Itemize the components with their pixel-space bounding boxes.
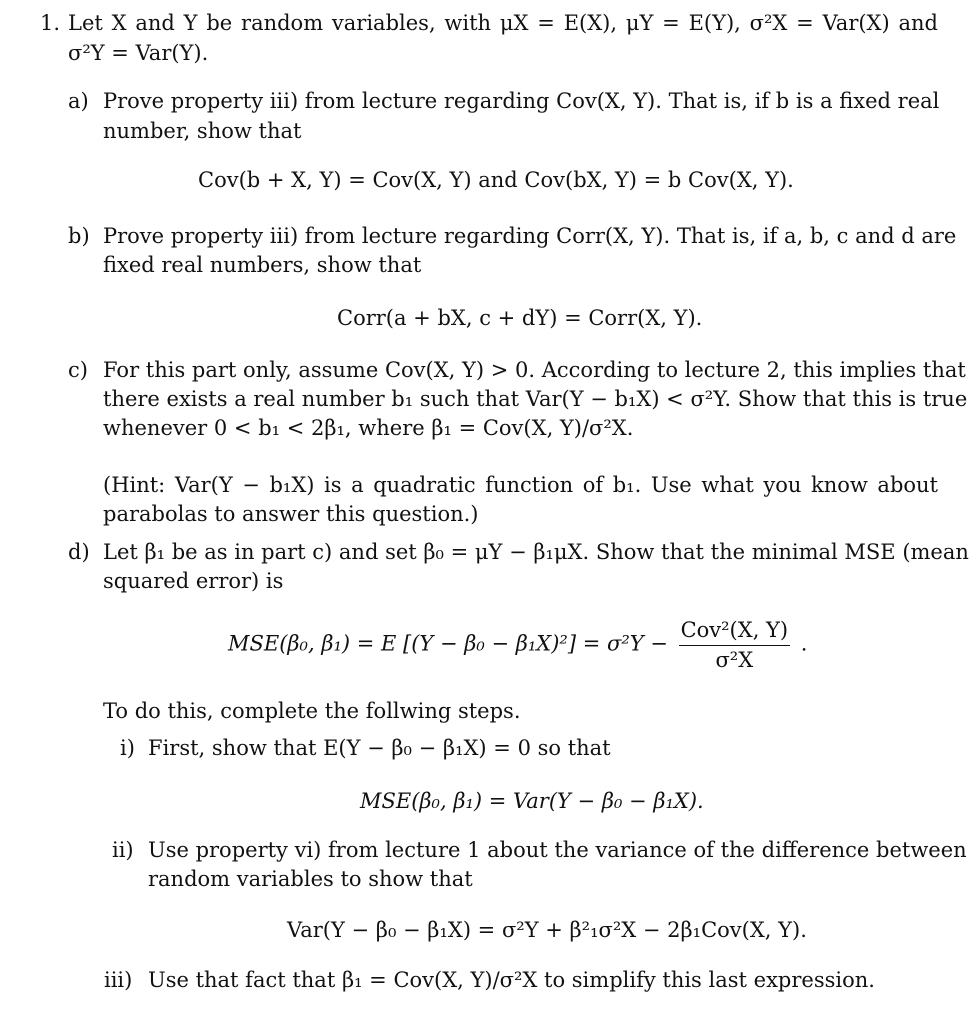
intro-line-1: Let X and Y be random variables, with μX = E(X), μY = E(Y), σ²X = Var(X) and [68, 11, 938, 35]
part-b-formula: Corr(a + bX, c + dY) = Corr(X, Y). [337, 306, 703, 330]
part-c-label: c) [68, 358, 88, 382]
part-d-formula-lhs: MSE(β₀, β₁) = E [(Y − β₀ − β₁X)²] = σ²Y − [228, 631, 668, 656]
step-iii-label: iii) [104, 968, 133, 992]
step-ii-label: ii) [112, 838, 134, 862]
step-i-text: First, show that E(Y − β₀ − β₁X) = 0 so that [148, 736, 611, 760]
part-d-fraction-numerator: Cov²(X, Y) [679, 618, 791, 646]
part-b-text-2: fixed real numbers, show that [103, 253, 422, 277]
problem-number: 1. [40, 11, 61, 35]
part-c-text-2: there exists a real number b₁ such that Var(Y − b₁X) < σ²Y. Show that this is true [103, 387, 968, 411]
step-i-formula: MSE(β₀, β₁) = Var(Y − β₀ − β₁X). [360, 789, 704, 813]
step-iii-text: Use that fact that β₁ = Cov(X, Y)/σ²X to simplify this last expression. [148, 968, 875, 992]
intro-line-2: σ²Y = Var(Y). [68, 41, 209, 65]
part-a-formula: Cov(b + X, Y) = Cov(X, Y) and Cov(bX, Y) = b Cov(X, Y). [198, 168, 794, 192]
step-ii-text-2: random variables to show that [148, 867, 473, 891]
part-b-text-1: Prove property iii) from lecture regarding Corr(X, Y). That is, if a, b, c and d are [103, 224, 957, 248]
part-a-label: a) [68, 89, 89, 113]
part-d-fraction-denominator: σ²X [715, 648, 754, 672]
part-b-label: b) [68, 224, 90, 248]
part-d-fraction [679, 618, 791, 672]
step-ii-formula: Var(Y − β₀ − β₁X) = σ²Y + β²₁σ²X − 2β₁Cov(X, Y). [287, 918, 807, 942]
part-a-text-1: Prove property iii) from lecture regarding Cov(X, Y). That is, if b is a fixed real [103, 89, 940, 113]
part-c-text-3: whenever 0 < b₁ < 2β₁, where β₁ = Cov(X, Y)/σ²X. [103, 416, 634, 440]
part-c-hint-2: parabolas to answer this question.) [103, 502, 479, 526]
part-a-text-2: number, show that [103, 119, 302, 143]
step-i-label: i) [120, 736, 135, 760]
part-d-formula-end: . [800, 631, 808, 656]
steps-intro: To do this, complete the follwing steps. [103, 699, 521, 723]
part-d-label: d) [68, 540, 90, 564]
part-d-text-1: Let β₁ be as in part c) and set β₀ = μY − β₁μX. Show that the minimal MSE (mean [103, 540, 969, 564]
step-ii-text-1: Use property vi) from lecture 1 about the variance of the difference between [148, 838, 967, 862]
part-c-hint-1: (Hint: Var(Y − b₁X) is a quadratic function of b₁. Use what you know about [103, 473, 938, 497]
part-d-text-2: squared error) is [103, 569, 284, 593]
part-c-text-1: For this part only, assume Cov(X, Y) > 0. According to lecture 2, this implies that [103, 358, 966, 382]
part-d-formula [228, 618, 807, 672]
